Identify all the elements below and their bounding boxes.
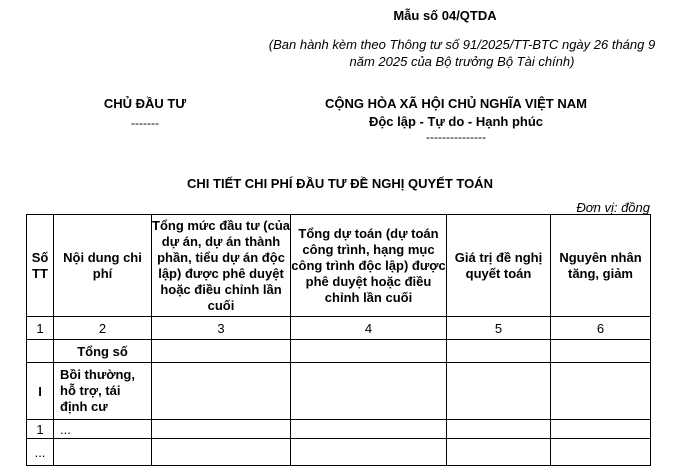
motto-separator: --------------- xyxy=(426,130,486,144)
header-content: Nội dung chi phí xyxy=(54,215,152,317)
column-number-row xyxy=(27,317,651,340)
investor-separator: ------- xyxy=(131,116,159,130)
form-number: Mẫu số 04/QTDA xyxy=(393,8,497,23)
row-cell xyxy=(291,439,447,466)
row-cell xyxy=(551,340,651,363)
row-cell xyxy=(152,420,291,439)
column-number: 3 xyxy=(152,317,291,340)
column-number: 2 xyxy=(54,317,152,340)
table-row-more xyxy=(27,439,651,466)
row-cell xyxy=(447,439,551,466)
row-cell xyxy=(291,363,447,420)
row-stt xyxy=(27,340,54,363)
row-cell xyxy=(447,340,551,363)
cost-detail-table xyxy=(26,214,651,466)
table-header-row xyxy=(27,215,651,317)
investor-title: CHỦ ĐẦU TƯ xyxy=(103,96,187,111)
row-cell xyxy=(551,363,651,420)
column-number: 1 xyxy=(27,317,54,340)
table-row-item-1 xyxy=(27,420,651,439)
row-cell xyxy=(291,340,447,363)
table-row-total xyxy=(27,340,651,363)
row-cell xyxy=(152,363,291,420)
column-number: 5 xyxy=(447,317,551,340)
national-title: CỘNG HÒA XÃ HỘI CHỦ NGHĨA VIỆT NAM xyxy=(325,96,587,111)
column-number: 6 xyxy=(551,317,651,340)
issuance-note: (Ban hành kèm theo Thông tư số 91/2025/TT-BTC ngày 26 tháng 9 năm 2025 của Bộ trưởng Bộ Tài chính) xyxy=(268,37,656,69)
row-content: ... xyxy=(54,420,152,439)
header-variance-reason: Nguyên nhân tăng, giảm xyxy=(551,215,651,317)
row-stt: 1 xyxy=(27,420,54,439)
currency-unit-label: Đơn vị: đồng xyxy=(576,200,650,215)
row-cell xyxy=(152,340,291,363)
header-proposed-value: Giá trị đề nghị quyết toán xyxy=(447,215,551,317)
header-total-investment: Tổng mức đầu tư (của dự án, dự án thành phần, tiểu dự án độc lập) được phê duyệt hoặc điều chỉnh lần cuối xyxy=(152,215,291,317)
document-title: CHI TIẾT CHI PHÍ ĐẦU TƯ ĐỀ NGHỊ QUYẾT TOÁN xyxy=(187,176,493,191)
row-content xyxy=(54,439,152,466)
header-total-estimate: Tổng dự toán (dự toán công trình, hạng mục công trình độc lập) được phê duyệt hoặc điều chỉnh lần cuối xyxy=(291,215,447,317)
row-cell xyxy=(291,420,447,439)
row-cell xyxy=(551,439,651,466)
row-stt: I xyxy=(27,363,54,420)
header-stt: Số TT xyxy=(27,215,54,317)
row-cell xyxy=(447,420,551,439)
row-content: Tổng số xyxy=(54,340,152,363)
national-motto: Độc lập - Tự do - Hạnh phúc xyxy=(368,114,544,129)
row-cell xyxy=(152,439,291,466)
row-cell xyxy=(551,420,651,439)
column-number: 4 xyxy=(291,317,447,340)
row-stt: ... xyxy=(27,439,54,466)
row-cell xyxy=(447,363,551,420)
table-row-compensation xyxy=(27,363,651,420)
row-content: Bồi thường, hỗ trợ, tái định cư xyxy=(54,363,152,420)
